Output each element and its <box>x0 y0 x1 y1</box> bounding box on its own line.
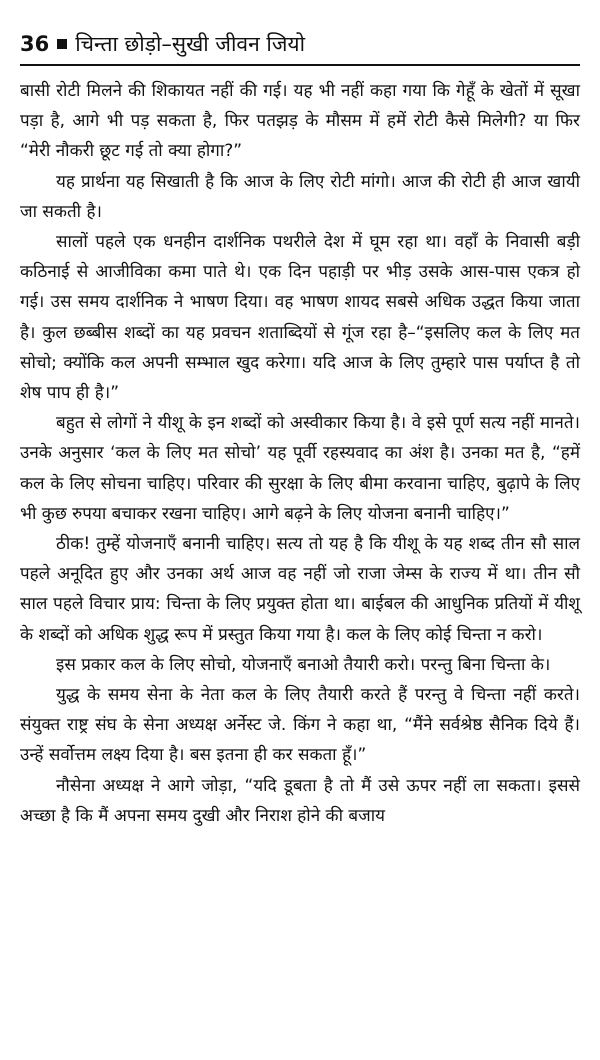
paragraph: यह प्रार्थना यह सिखाती है कि आज के लिए रोटी मांगो। आज की रोटी ही आज खायी जा सकती है। <box>20 171 580 222</box>
paragraph: नौसेना अध्यक्ष ने आगे जोड़ा, “यदि डूबता है तो मैं उसे ऊपर नहीं ला सकता। इससे अच्छा है कि मैं अपना समय दुखी और निराश होने की बजाय <box>20 775 580 826</box>
page-body <box>20 76 580 831</box>
paragraph-continued: बासी रोटी मिलने की शिकायत नहीं की गई। यह भी नहीं कहा गया कि गेहूँ के खेतों में सूखा पड़ा है, आगे भी पड़ सकता है, फिर पतझड़ के मौसम में हमें रोटी कैसे मिलेगी? या फिर “मेरी नौकरी छूट गई तो क्या होगा?” <box>20 81 580 162</box>
paragraph: सालों पहले एक धनहीन दार्शनिक पथरीले देश में घूम रहा था। वहाँ के निवासी बड़ी कठिनाई से आजीविका कमा पाते थे। एक दिन पहाड़ी पर भीड़ उसके आस-पास एकत्र हो गई। उस समय दार्शनिक ने भाषण दिया। वह भाषण शायद सबसे अधिक उद्धत किया जाता है। कुल छब्बीस शब्दों का यह प्रवचन शताब्दियों से गूंज रहा है–“इसलिए कल के लिए मत सोचो; क्योंकि कल अपनी सम्भाल खुद करेगा। यदि आज के लिए तुम्हारे पास पर्याप्त है तो शेष पाप ही है।” <box>20 232 580 404</box>
paragraph: युद्ध के समय सेना के नेता कल के लिए तैयारी करते हैं परन्तु वे चिन्ता नहीं करते। संयुक्त राष्ट्र संघ के सेना अध्यक्ष अर्नेस्ट जे. किंग ने कहा था, “मैंने सर्वश्रेष्ठ सैनिक दिये हैं। उन्हें सर्वोत्तम लक्ष्य दिया है। बस इतना ही कर सकता हूँ।” <box>20 685 580 766</box>
book-title: चिन्ता छोड़ो–सुखी जीवन जियो <box>75 32 306 56</box>
page-number: 36 <box>20 32 50 56</box>
running-header <box>20 30 580 66</box>
header-separator-square <box>57 39 67 49</box>
paragraph: ठीक! तुम्हें योजनाएँ बनानी चाहिए। सत्य तो यह है कि यीशू के यह शब्द तीन सौ साल पहले अनूदित हुए और उनका अर्थ आज वह नहीं जो राजा जेम्स के राज्य में था। तीन सौ साल पहले विचार प्राय: चिन्ता के लिए प्रयुक्त होता था। बाईबल की आधुनिक प्रतियों में यीशू के शब्दों को अधिक शुद्ध रूप में प्रस्तुत किया गया है। कल के लिए कोई चिन्ता न करो। <box>20 534 580 645</box>
paragraph: इस प्रकार कल के लिए सोचो, योजनाएँ बनाओ तैयारी करो। परन्तु बिना चिन्ता के। <box>56 654 551 675</box>
paragraph: बहुत से लोगों ने यीशू के इन शब्दों को अस्वीकार किया है। वे इसे पूर्ण सत्य नहीं मानते। उनके अनुसार ‘कल के लिए मत सोचो’ यह पूर्वी रहस्यवाद का अंश है। उनका मत है, “हमें कल के लिए सोचना चाहिए। परिवार की सुरक्षा के लिए बीमा करवाना चाहिए, बुढ़ापे के लिए भी कुछ रुपया बचाकर रखना चाहिए। आगे बढ़ने के लिए योजना बनानी चाहिए।” <box>20 413 580 524</box>
